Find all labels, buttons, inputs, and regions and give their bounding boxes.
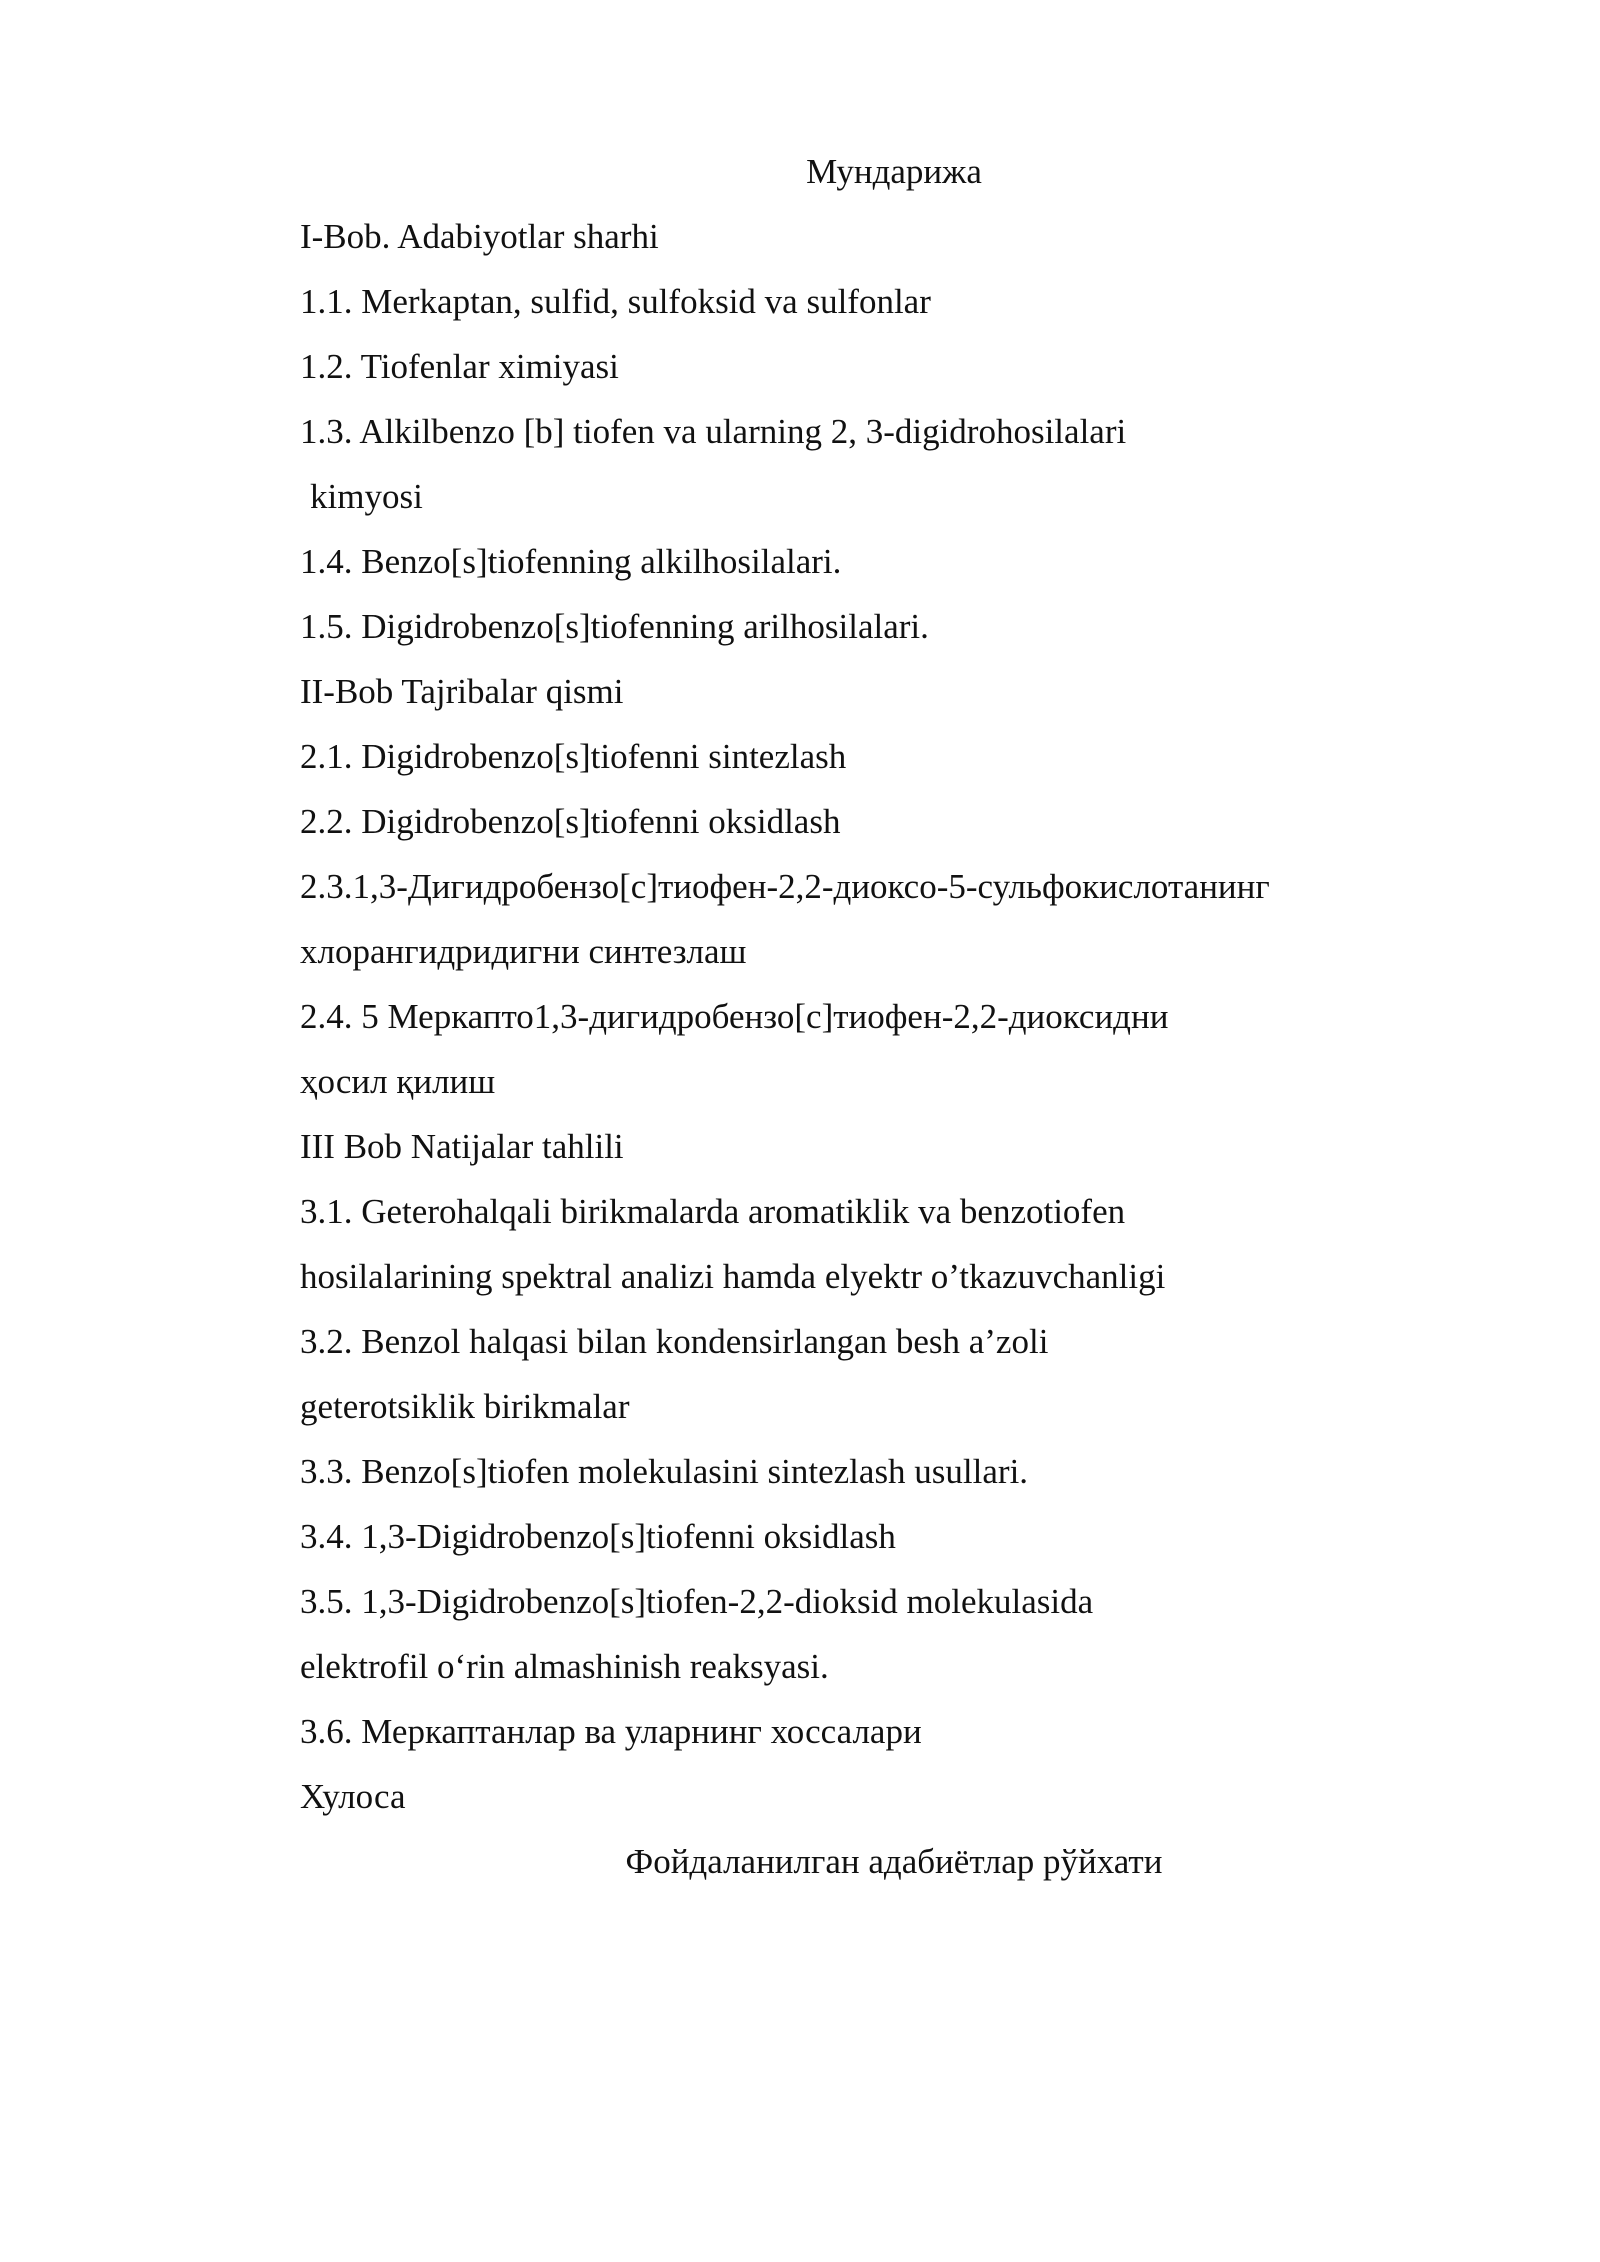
toc-line-chapter-1: I-Bob. Adabiyotlar sharhi [300,217,659,256]
toc-line-1-5: 1.5. Digidrobenzo[s]tiofenning arilhosilalari. [300,607,929,646]
toc-line-2-4: 2.4. 5 Меркапто1,3-дигидробензо[с]тиофен-2,2-диоксидни [300,997,1169,1036]
toc-line-2-4-continuation: ҳосил қилиш [300,1062,496,1101]
toc-line-2-3: 2.3.1,3-Дигидробензо[с]тиофен-2,2-диоксо-5-сульфокислотанинг [300,867,1270,906]
toc-line-3-2-continuation: geterotsiklik birikmalar [300,1387,630,1426]
page-title: Мундарижа [806,152,982,191]
toc-line-chapter-3: III Bob Natijalar tahlili [300,1127,624,1166]
toc-line-2-3-continuation: хлорангидридигни синтезлаш [300,932,747,971]
toc-line-3-5: 3.5. 1,3-Digidrobenzo[s]tiofen-2,2-dioksid molekulasida [300,1582,1094,1621]
toc-line-2-1: 2.1. Digidrobenzo[s]tiofenni sintezlash [300,737,847,776]
toc-line-1-4: 1.4. Benzo[s]tiofenning alkilhosilalari. [300,542,842,581]
toc-line-1-3-continuation: kimyosi [310,477,423,516]
toc-line-3-4: 3.4. 1,3-Digidrobenzo[s]tiofenni oksidlash [300,1517,896,1556]
toc-line-1-3: 1.3. Alkilbenzo [b] tiofen va ularning 2, 3-digidrohosilalari [300,412,1127,451]
toc-line-3-5-continuation: elektrofil o‘rin almashinish reaksyasi. [300,1647,829,1686]
references-heading: Фойдаланилган адабиётлар рўйхати [625,1842,1163,1881]
toc-line-3-2: 3.2. Benzol halqasi bilan kondensirlangan besh a’zoli [300,1322,1049,1361]
toc-line-1-2: 1.2. Tiofenlar ximiyasi [300,347,619,386]
table-of-contents [300,215,1440,1840]
toc-line-3-6: 3.6. Меркаптанлар ва уларнинг хоссалари [300,1712,922,1751]
toc-line-conclusion: Хулоса [300,1777,406,1816]
toc-line-3-3: 3.3. Benzo[s]tiofen molekulasini sintezlash usullari. [300,1452,1029,1491]
toc-line-3-1: 3.1. Geterohalqali birikmalarda aromatiklik va benzotiofen [300,1192,1126,1231]
toc-line-3-1-continuation: hosilalarining spektral analizi hamda elyektr o’tkazuvchanligi [300,1257,1166,1296]
toc-line-chapter-2: II-Bob Tajribalar qismi [300,672,624,711]
toc-line-1-1: 1.1. Merkaptan, sulfid, sulfoksid va sulfonlar [300,282,931,321]
toc-line-2-2: 2.2. Digidrobenzo[s]tiofenni oksidlash [300,802,841,841]
